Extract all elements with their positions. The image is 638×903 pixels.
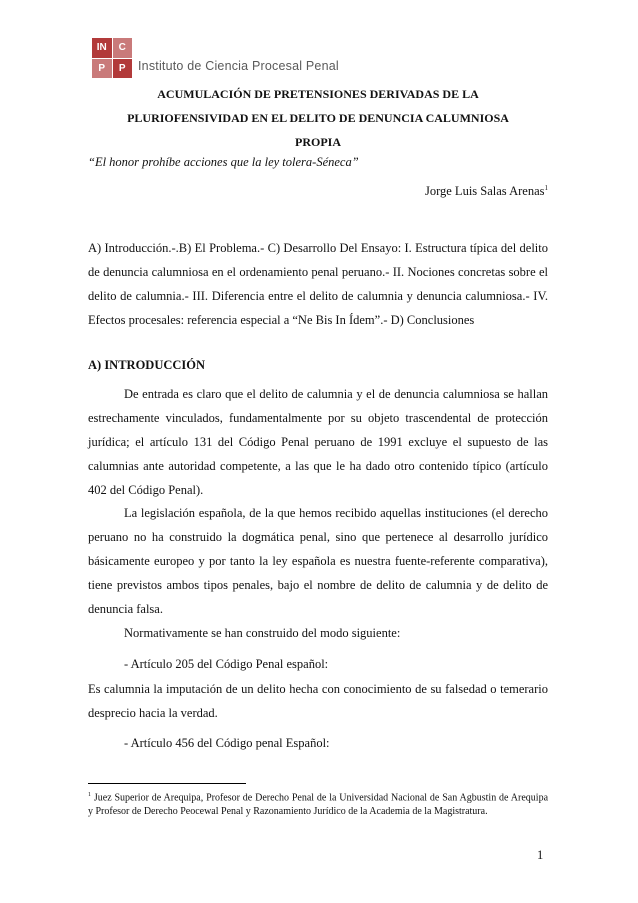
body-paragraph: De entrada es claro que el delito de calumnia y el de denuncia calumniosa se hallan estrechamente vinculados, fundamentalmente por su objeto trascendental de protección jurídica; el artículo 131 del Código Penal peruano de 1991 excluye el supuesto de las calumnias ante autoridad competente, a las que le ha dado otro contenido típico (artículo 402 del Código Penal).: [88, 387, 548, 497]
epigraph: “El honor prohíbe acciones que la ley tolera-Séneca”: [88, 155, 359, 169]
title-line-3: PROPIA: [295, 135, 341, 149]
author-name: Jorge Luis Salas Arenas: [424, 184, 545, 199]
logo-cell: P: [92, 59, 112, 79]
footnote-text: Juez Superior de Arequipa, Profesor de Derecho Penal de la Universidad Nacional de San Agbustin de Arequipa y Profesor de Derecho Peocewal Penal y Razonamiento Jurídico de la Academia de la Magistratura.: [88, 792, 549, 818]
logo-cell: P: [113, 59, 133, 79]
logo-emblem: [92, 38, 132, 78]
logo-cell: C: [113, 38, 133, 58]
footnote-mark: 1: [88, 792, 91, 798]
footnote-divider: [88, 783, 246, 784]
footnote: [88, 788, 548, 819]
logo-text: Instituto de Ciencia Procesal Penal: [138, 59, 339, 73]
title-line-2: PLURIOFENSIVIDAD EN EL DELITO DE DENUNCIA CALUMNIOSA: [127, 111, 509, 125]
body-paragraph: Normativamente se han construido del modo siguiente:: [124, 626, 401, 640]
body-paragraph: Es calumnia la imputación de un delito hecha con conocimiento de su falsedad o temerario desprecio hacia la verdad.: [88, 682, 548, 720]
author-footnote-mark: 1: [544, 184, 548, 192]
document-title: [88, 82, 548, 154]
author: [425, 184, 548, 199]
institute-logo: [92, 38, 339, 78]
logo-cell: IN: [92, 38, 112, 58]
section-heading: A) INTRODUCCIÓN: [88, 358, 206, 372]
body-paragraph: La legislación española, de la que hemos recibido aquellas instituciones (el derecho peruano no ha construido la dogmática penal, sino que pertenece al desarrollo jurídico básicamente europeo y por tanto la ley española es nuestra fuente-referente comparativa), tiene previstos ambos tipos penales, bajo el nombre de delito de calumnia y de delito de denuncia falsa.: [88, 506, 548, 616]
body-paragraph: - Artículo 456 del Código penal Español:: [124, 736, 330, 750]
title-line-1: ACUMULACIÓN DE PRETENSIONES DERIVADAS DE LA: [157, 87, 479, 101]
summary-paragraph: A) Introducción.-.B) El Problema.- C) Desarrollo Del Ensayo: I. Estructura típica del delito de denuncia calumniosa en el ordenamiento penal peruano.- II. Nociones concretas sobre el delito de calumnia.- III. Diferencia entre el delito de calumnia y denuncia calumniosa.- IV. Efectos procesales: referencia especial a “Ne Bis In Ídem”.- D) Conclusiones: [88, 241, 548, 327]
page-number: 1: [537, 848, 544, 862]
body-paragraph: - Artículo 205 del Código Penal español:: [124, 657, 329, 671]
